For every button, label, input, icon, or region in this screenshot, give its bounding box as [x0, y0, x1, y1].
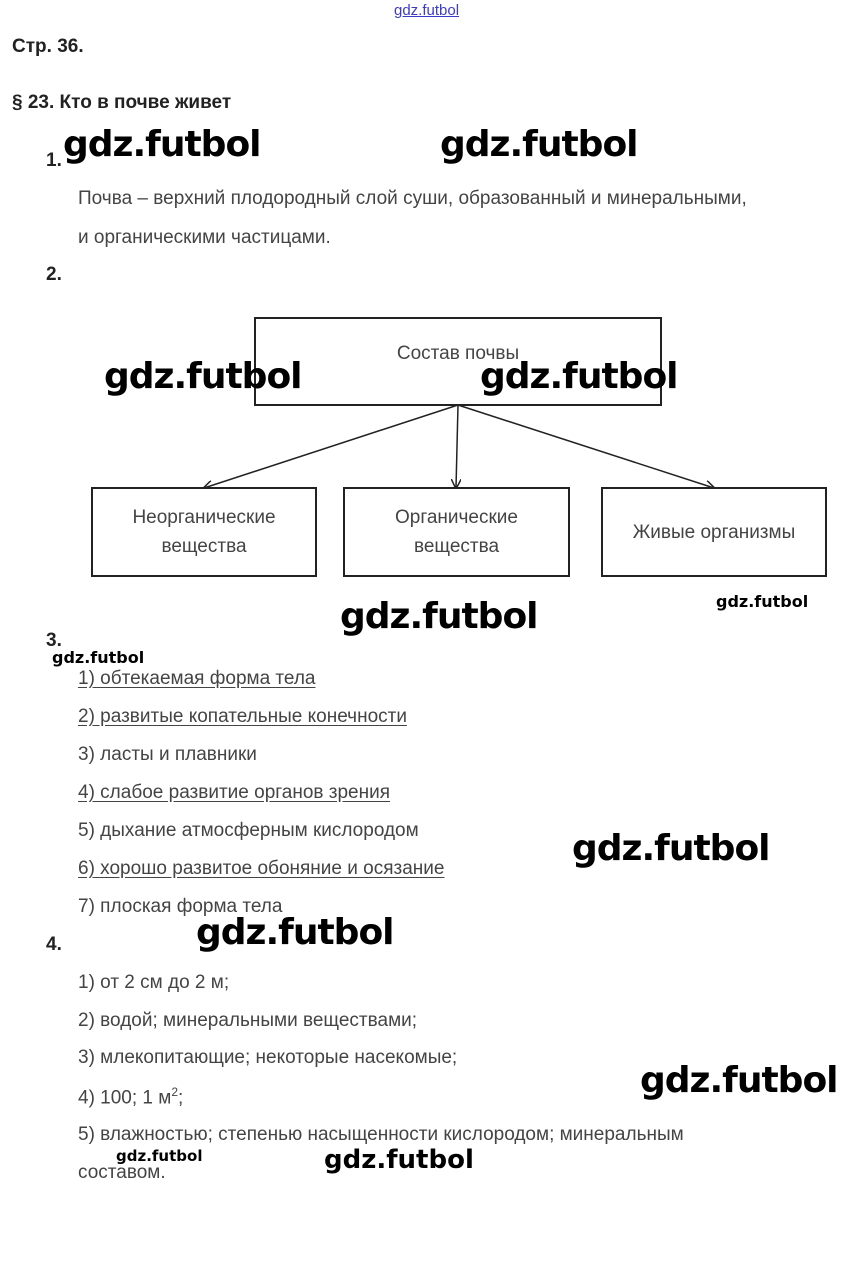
task-3-number: 3.: [46, 630, 62, 651]
task-3-item-6: 6) хорошо развитое обоняние и осязание: [78, 858, 445, 879]
task-2-number: 2.: [46, 264, 62, 285]
watermark: gdz.futbol: [480, 356, 678, 397]
task-3-item-2: 2) развитые копательные конечности: [78, 706, 407, 727]
diagram-box-living: [601, 487, 827, 577]
watermark: gdz.futbol: [63, 124, 261, 165]
watermark: gdz.futbol: [52, 648, 145, 667]
task-4-answer-3: 3) млекопитающие; некоторые насекомые;: [78, 1047, 458, 1068]
diagram-box-inorganic: [91, 487, 317, 577]
task-4-answer-4-text: 4) 100; 1 м: [78, 1087, 172, 1109]
watermark: gdz.futbol: [440, 124, 638, 165]
task-4-answer-1: 1) от 2 см до 2 м;: [78, 972, 230, 993]
task-3-item-7: 7) плоская форма тела: [78, 896, 283, 917]
watermark: gdz.futbol: [104, 356, 302, 397]
diagram-label-living: Живые организмы: [632, 521, 796, 543]
task-3-item-1: 1) обтекаемая форма тела: [78, 668, 316, 689]
arrow-to-inorganic: [204, 405, 458, 488]
task-4-answer-5-line-2: составом.: [78, 1162, 166, 1183]
diagram-label-organic: Органические вещества: [395, 507, 518, 557]
diagram-box-organic: [343, 487, 570, 577]
task-4-answer-4-end: ;: [178, 1087, 184, 1109]
watermark: gdz.futbol: [640, 1060, 838, 1101]
diagram-label-inorganic: Неорганические вещества: [132, 507, 276, 557]
task-1-text-line-1: Почва – верхний плодородный слой суши, образованный и минеральными,: [78, 188, 747, 209]
task-4-answer-4-superscript: 2: [171, 1085, 179, 1099]
task-4-number: 4.: [46, 934, 62, 955]
task-4-answer-5-line-1: 5) влажностью; степенью насыщенности кислородом; минеральным: [78, 1124, 684, 1145]
watermark: gdz.futbol: [196, 912, 394, 953]
page-reference: Стр. 36.: [12, 36, 84, 57]
task-4-answer-4: [78, 1085, 183, 1109]
arrow-to-organic: [456, 405, 458, 488]
task-4-answer-2: 2) водой; минеральными веществами;: [78, 1010, 418, 1031]
watermark: gdz.futbol: [572, 828, 770, 869]
arrow-to-living: [458, 405, 714, 488]
watermark: gdz.futbol: [340, 596, 538, 637]
watermark: gdz.futbol: [716, 592, 809, 611]
watermark: gdz.futbol: [324, 1145, 474, 1175]
section-heading: § 23. Кто в почве живет: [12, 92, 232, 113]
task-1-number: 1.: [46, 150, 62, 171]
task-3-item-3: 3) ласты и плавники: [78, 744, 257, 765]
diagram-root-label: Состав почвы: [396, 343, 520, 364]
task-3-item-4: 4) слабое развитие органов зрения: [78, 782, 391, 803]
watermark: gdz.futbol: [116, 1147, 203, 1165]
top-watermark-link: gdz.futbol: [394, 2, 460, 19]
task-3-item-5: 5) дыхание атмосферным кислородом: [78, 820, 419, 841]
task-1-text-line-2: и органическими частицами.: [78, 227, 331, 248]
